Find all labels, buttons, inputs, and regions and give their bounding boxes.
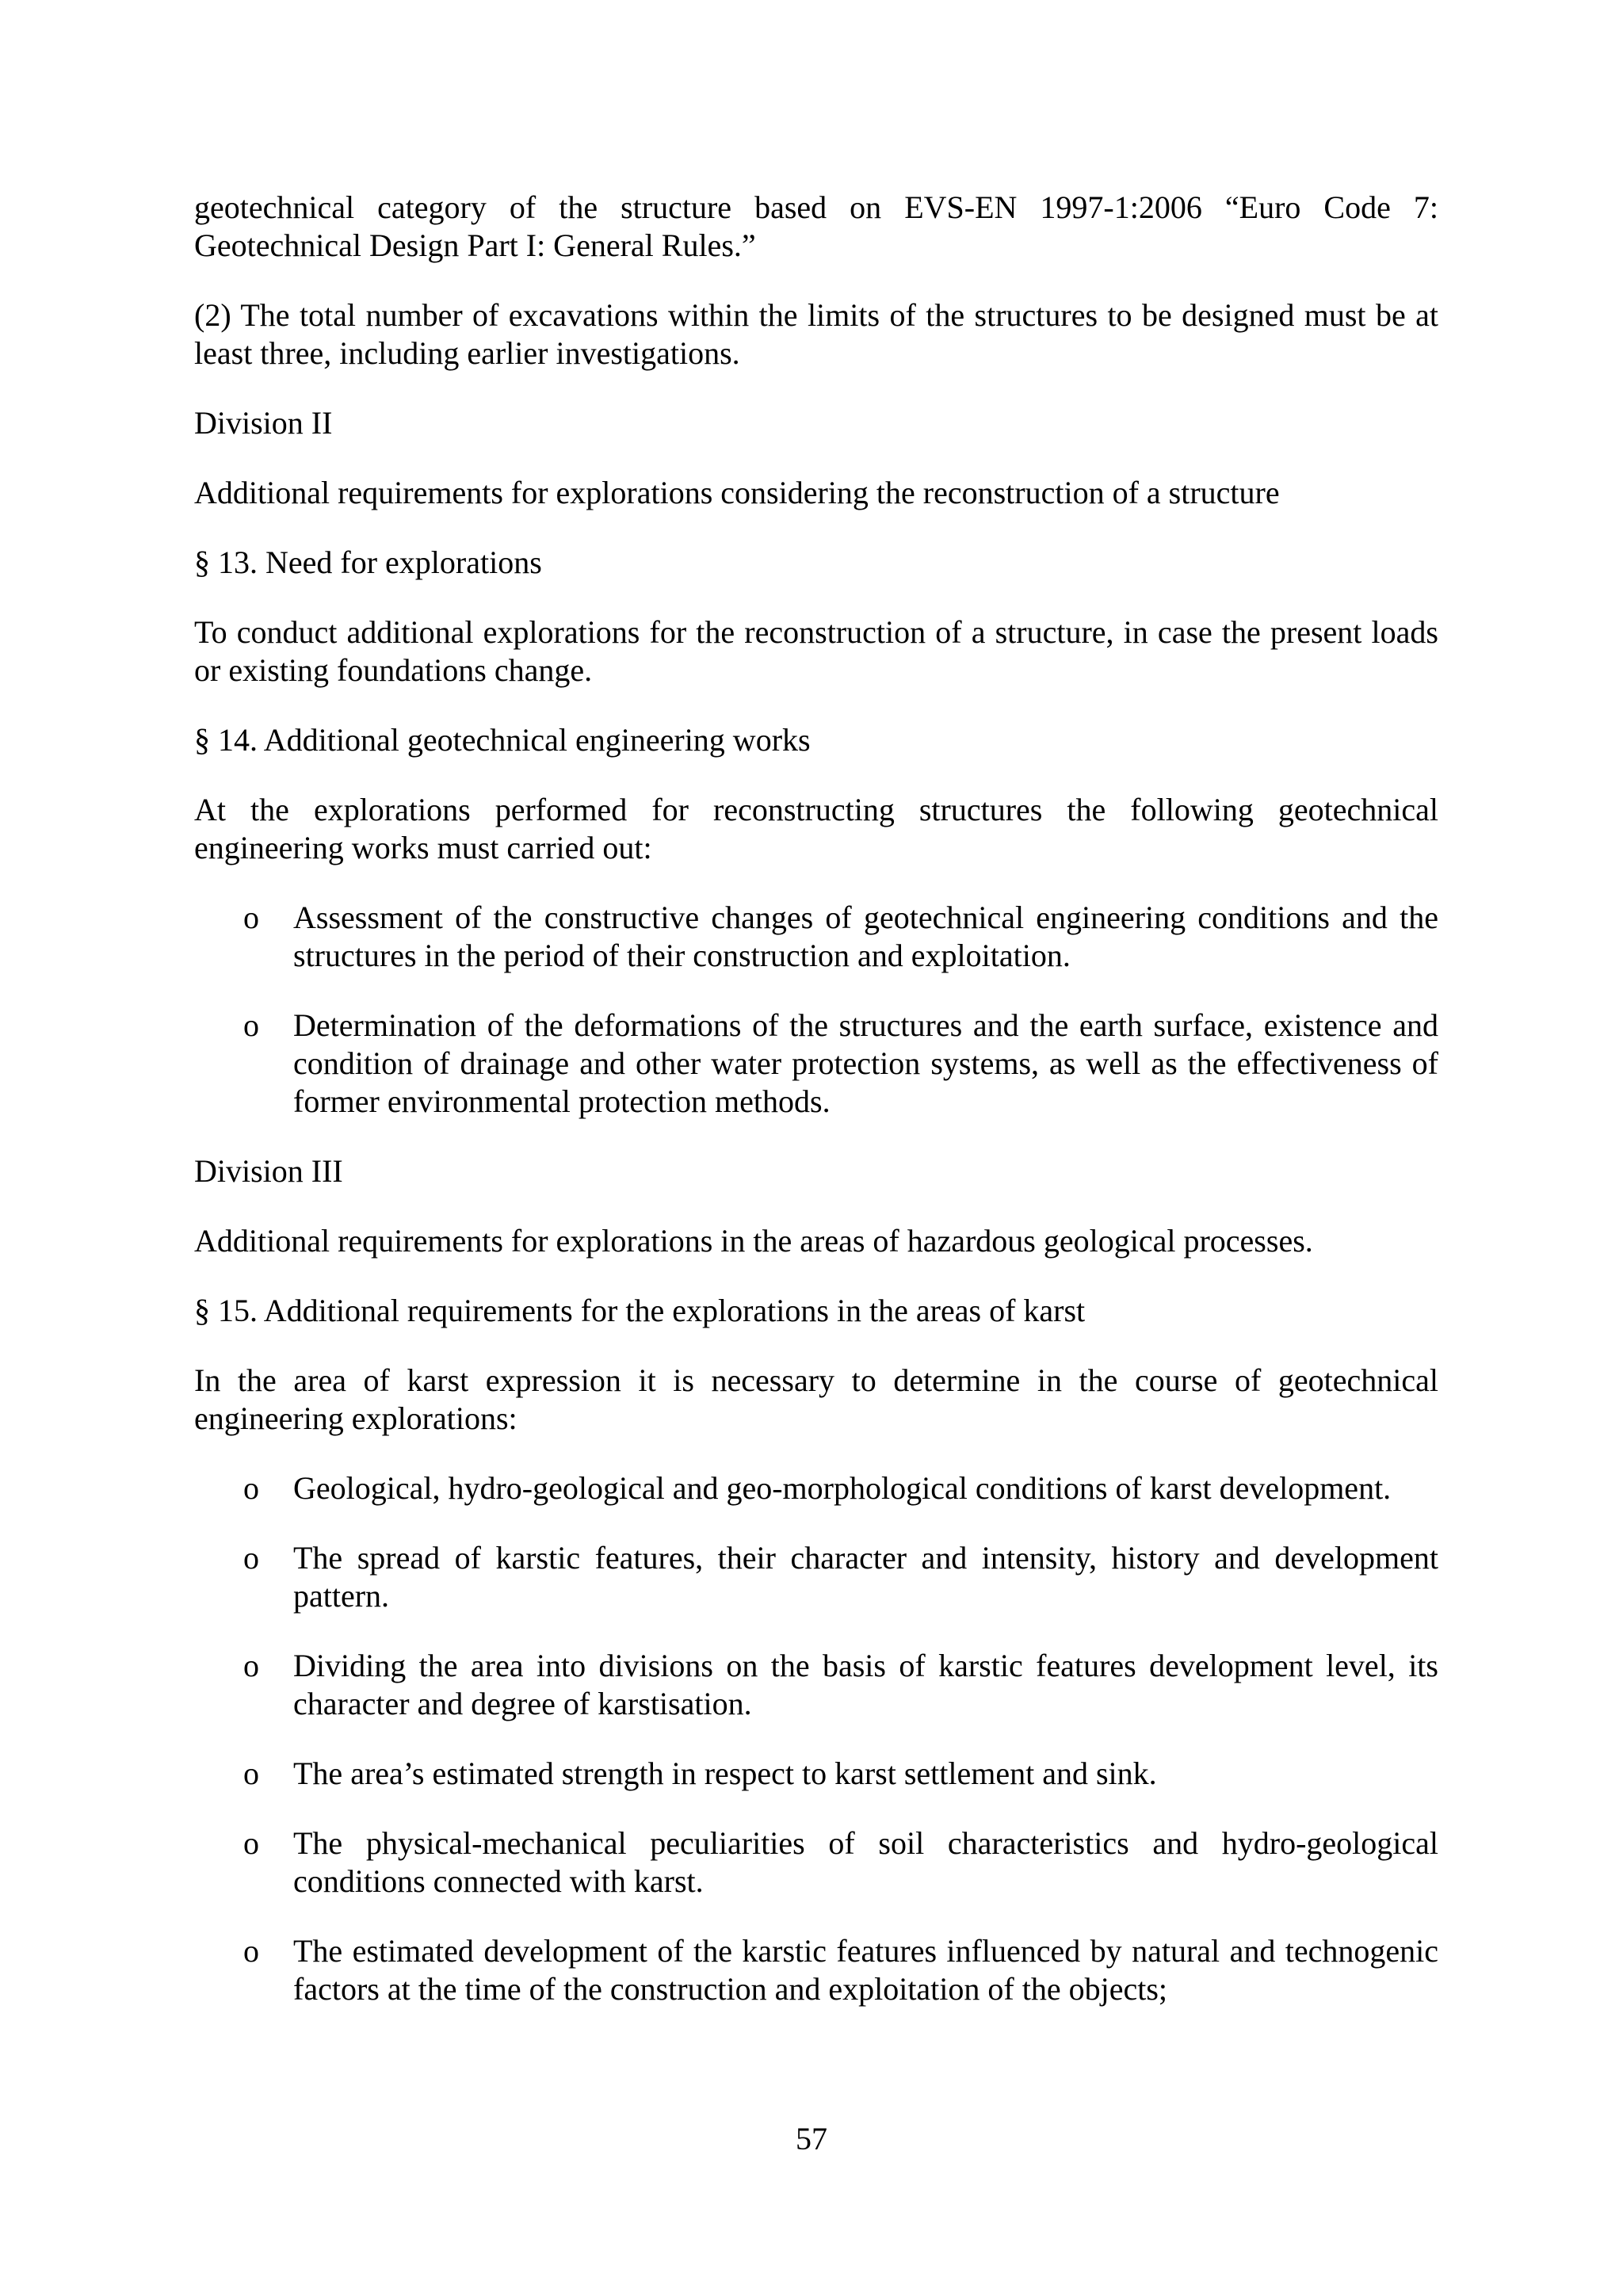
bullet-marker: o — [243, 1007, 259, 1043]
list-item-text: The estimated development of the karstic features influenced by natural and technogenic factors at the time of the construction and exploitation of the objects; — [293, 1933, 1438, 2007]
division-iii-title: Additional requirements for explorations in the areas of hazardous geological processes. — [194, 1223, 1313, 1259]
list-item-text: The physical-mechanical peculiarities of soil characteristics and hydro-geological conditions connected with karst. — [293, 1825, 1438, 1899]
page-number: 57 — [796, 2121, 827, 2157]
bullet-marker: o — [243, 1648, 259, 1683]
paragraph-geotechnical-category: geotechnical category of the structure based on EVS-EN 1997-1:2006 “Euro Code 7: Geotechnical Design Part I: General Rules.” — [194, 189, 1438, 263]
bullet-marker: o — [243, 900, 259, 935]
karst-determination-list — [194, 1469, 1438, 2008]
list-item — [194, 1007, 1438, 1121]
list-item — [194, 1539, 1438, 1615]
list-item-text: Assessment of the constructive changes of geotechnical engineering conditions and the structures in the period of their construction and exploitation. — [293, 900, 1438, 973]
section-15-heading: § 15. Additional requirements for the explorations in the areas of karst — [194, 1293, 1086, 1328]
bullet-marker: o — [243, 1825, 259, 1861]
bullet-marker: o — [243, 1540, 259, 1576]
section-13-heading: § 13. Need for explorations — [194, 544, 542, 580]
list-item — [194, 1932, 1438, 2008]
list-item-text: Geological, hydro-geological and geo-morphological conditions of karst development. — [293, 1470, 1392, 1506]
list-item — [194, 1824, 1438, 1901]
list-item-text: The spread of karstic features, their character and intensity, history and development pattern. — [293, 1540, 1438, 1614]
page-body — [194, 189, 1438, 2040]
section-14-text: At the explorations performed for reconstructing structures the following geotechnical engineering works must carried out: — [194, 792, 1438, 865]
bullet-marker: o — [243, 1933, 259, 1969]
bullet-marker: o — [243, 1470, 259, 1506]
list-item — [194, 1647, 1438, 1723]
section-13-text: To conduct additional explorations for the reconstruction of a structure, in case the present loads or existing foundations change. — [194, 614, 1438, 688]
division-ii-title: Additional requirements for explorations considering the reconstruction of a structure — [194, 475, 1280, 510]
section-14-heading: § 14. Additional geotechnical engineering works — [194, 722, 811, 758]
bullet-marker: o — [243, 1755, 259, 1791]
division-iii-heading: Division III — [194, 1153, 343, 1189]
section-15-text: In the area of karst expression it is necessary to determine in the course of geotechnical engineering explorations: — [194, 1362, 1438, 1436]
division-ii-heading: Division II — [194, 405, 333, 441]
list-item — [194, 1755, 1438, 1793]
list-item-text: The area’s estimated strength in respect to karst settlement and sink. — [293, 1755, 1157, 1791]
list-item-text: Dividing the area into divisions on the basis of karstic features development level, its character and degree of karstisation. — [293, 1648, 1438, 1721]
list-item — [194, 899, 1438, 975]
reconstruction-works-list — [194, 899, 1438, 1121]
list-item — [194, 1469, 1438, 1507]
list-item-text: Determination of the deformations of the structures and the earth surface, existence and condition of drainage and other water protection systems, as well as the effectiveness of former environmental protection methods. — [293, 1007, 1438, 1119]
paragraph-excavations-count: (2) The total number of excavations within the limits of the structures to be designed must be at least three, including earlier investigations. — [194, 297, 1438, 371]
